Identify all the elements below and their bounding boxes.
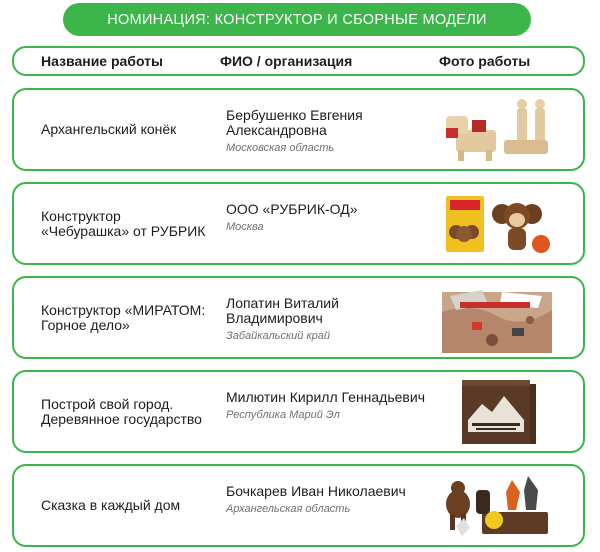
work-photo-fairytale-figures (442, 470, 552, 541)
author-info (226, 296, 426, 342)
work-photo-cheburashka-kit (442, 188, 552, 259)
work-title: Конструктор «Чебурашка» от РУБРИК (41, 207, 206, 239)
nomination-banner: НОМИНАЦИЯ: КОНСТРУКТОР И СБОРНЫЕ МОДЕЛИ (63, 3, 531, 36)
header-author: ФИО / организация (220, 53, 353, 69)
work-title: Сказка в каждый дом (41, 497, 181, 513)
author-info (226, 108, 426, 154)
author-name: Лопатин Виталий Владимирович (226, 295, 339, 326)
table-row (12, 182, 585, 265)
author-name: Бербушенко Евгения Александровна (226, 107, 363, 138)
work-title: Архангельский конёк (41, 121, 177, 137)
work-photo-mining-model (442, 282, 552, 353)
table-row (12, 276, 585, 359)
author-name: Бочкарев Иван Николаевич (226, 483, 406, 499)
author-info (226, 202, 426, 233)
author-name: Милютин Кирилл Геннадьевич (226, 389, 425, 405)
header-photo: Фото работы (439, 53, 531, 69)
author-region: Архангельская область (226, 503, 351, 515)
table-row (12, 370, 585, 453)
author-name: ООО «РУБРИК-ОД» (226, 201, 358, 217)
table-row (12, 88, 585, 171)
author-region: Москва (226, 221, 264, 233)
author-region: Республика Марий Эл (226, 409, 340, 421)
author-region: Забайкальский край (226, 330, 331, 342)
table-row (12, 464, 585, 547)
header-work-title: Название работы (41, 53, 163, 69)
work-title: Построй свой город. Деревянное государство (41, 395, 202, 427)
table-header (12, 46, 585, 76)
work-photo-wooden-city-box (442, 376, 552, 447)
author-region: Московская область (226, 142, 335, 154)
author-info (226, 390, 426, 421)
author-info (226, 484, 426, 515)
work-title: Конструктор «МИРАТОМ: Горное дело» (41, 301, 206, 333)
work-photo-wooden-horses (442, 94, 552, 165)
